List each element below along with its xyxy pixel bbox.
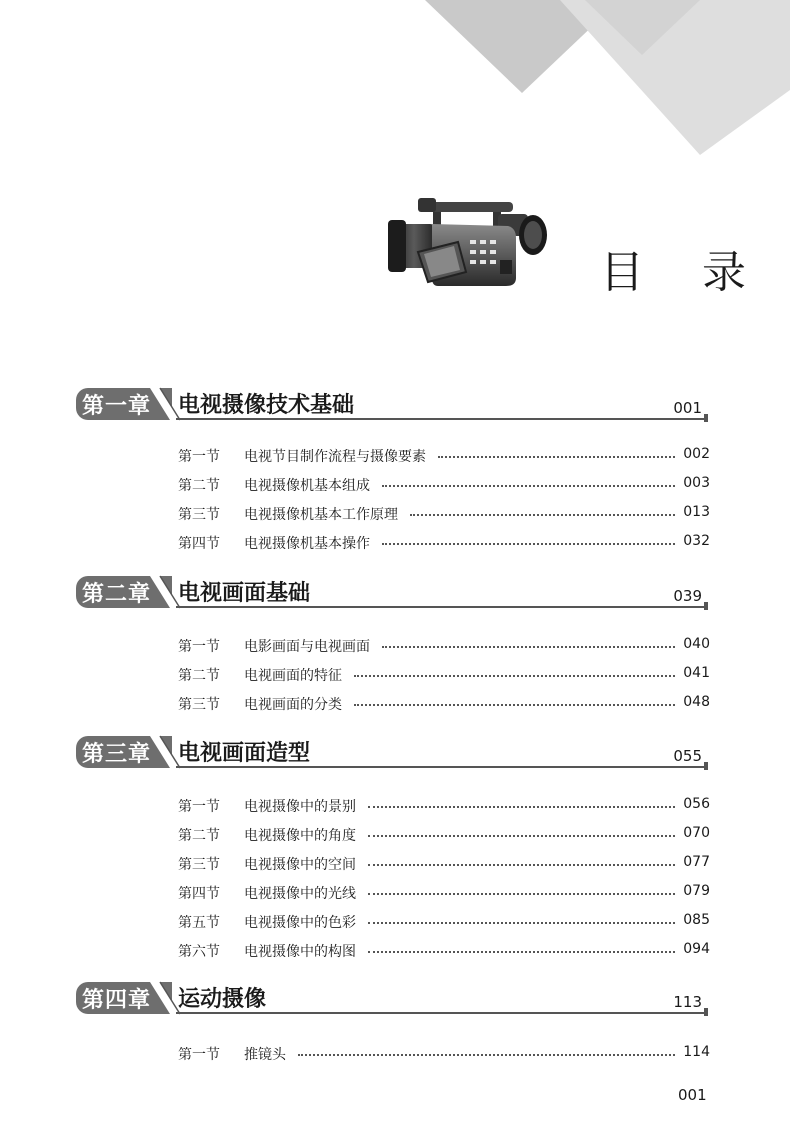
section-title: 电视摄像机基本组成 [244, 478, 370, 494]
chapter-rule-end [704, 414, 708, 422]
chapter-rule-end [704, 1008, 708, 1016]
chapter-label: 第一章 [82, 393, 152, 419]
section-label: 第二节 [178, 668, 220, 684]
section-entry[interactable] [178, 883, 710, 903]
section-page: 085 [683, 912, 710, 928]
video-camera-image [388, 190, 553, 290]
section-title: 电视画面的特征 [244, 668, 342, 684]
dot-leader [368, 951, 675, 953]
chapter-rule [176, 418, 708, 420]
section-label: 第四节 [178, 536, 220, 552]
section-page: 077 [683, 854, 710, 870]
section-title: 电视摄像机基本工作原理 [244, 507, 398, 523]
section-entry[interactable] [178, 796, 710, 816]
section-label: 第三节 [178, 857, 220, 873]
section-label: 第一节 [178, 1047, 220, 1063]
section-title: 电视画面的分类 [244, 697, 342, 713]
section-page: 002 [683, 446, 710, 462]
dot-leader [438, 456, 675, 458]
chapter-title: 电视画面基础 [178, 580, 311, 606]
section-entry[interactable] [178, 665, 710, 685]
section-entry[interactable] [178, 825, 710, 845]
section-entry[interactable] [178, 446, 710, 466]
section-title: 电视摄像机基本操作 [244, 536, 370, 552]
dot-leader [382, 543, 675, 545]
section-label: 第三节 [178, 697, 220, 713]
section-entry[interactable] [178, 854, 710, 874]
chapter-rule-end [704, 762, 708, 770]
section-page: 048 [683, 694, 710, 710]
chapter-divider-shape [150, 386, 180, 422]
section-page: 114 [683, 1044, 710, 1060]
dot-leader [368, 893, 675, 895]
chapter-page: 039 [673, 587, 702, 605]
section-entry[interactable] [178, 941, 710, 961]
chapter-label: 第二章 [82, 581, 152, 607]
section-entry[interactable] [178, 636, 710, 656]
chapter-page: 001 [673, 399, 702, 417]
section-page: 079 [683, 883, 710, 899]
section-page: 013 [683, 504, 710, 520]
chapter-rule [176, 766, 708, 768]
chapter-title: 运动摄像 [178, 986, 267, 1012]
page-title: 目 录 [600, 247, 768, 298]
chapter-rule [176, 606, 708, 608]
dot-leader [368, 864, 675, 866]
chapter-heading[interactable] [76, 734, 708, 776]
section-label: 第五节 [178, 915, 220, 931]
chapter-heading[interactable] [76, 980, 708, 1022]
chapter-page: 055 [673, 747, 702, 765]
section-label: 第一节 [178, 449, 220, 465]
chapter-divider-shape [150, 574, 180, 610]
section-label: 第一节 [178, 799, 220, 815]
section-entry[interactable] [178, 694, 710, 714]
dot-leader [354, 675, 675, 677]
section-label: 第六节 [178, 944, 220, 960]
section-page: 003 [683, 475, 710, 491]
section-title: 电视摄像中的构图 [244, 944, 356, 960]
section-entry[interactable] [178, 1044, 710, 1064]
section-title: 电视摄像中的光线 [244, 886, 356, 902]
chapter-rule-end [704, 602, 708, 610]
section-entry[interactable] [178, 504, 710, 524]
chapter-page: 113 [673, 993, 702, 1011]
decorative-triangles [0, 0, 790, 200]
section-label: 第四节 [178, 886, 220, 902]
dot-leader [382, 485, 675, 487]
chapter-divider-shape [150, 734, 180, 770]
section-title: 电影画面与电视画面 [244, 639, 370, 655]
section-label: 第二节 [178, 478, 220, 494]
section-page: 094 [683, 941, 710, 957]
section-entry[interactable] [178, 912, 710, 932]
section-entry[interactable] [178, 475, 710, 495]
dot-leader [382, 646, 675, 648]
chapter-label: 第三章 [82, 741, 152, 767]
chapter-rule [176, 1012, 708, 1014]
section-title: 电视节目制作流程与摄像要素 [244, 449, 426, 465]
section-page: 041 [683, 665, 710, 681]
chapter-title: 电视画面造型 [178, 740, 311, 766]
dot-leader [298, 1054, 675, 1056]
section-page: 070 [683, 825, 710, 841]
section-label: 第一节 [178, 639, 220, 655]
chapter-divider-shape [150, 980, 180, 1016]
section-label: 第三节 [178, 507, 220, 523]
dot-leader [368, 806, 675, 808]
chapter-heading[interactable] [76, 386, 708, 428]
section-label: 第二节 [178, 828, 220, 844]
dot-leader [354, 704, 675, 706]
dot-leader [368, 835, 675, 837]
section-title: 电视摄像中的角度 [244, 828, 356, 844]
section-entry[interactable] [178, 533, 710, 553]
dot-leader [368, 922, 675, 924]
chapter-label: 第四章 [82, 987, 152, 1013]
dot-leader [410, 514, 675, 516]
section-page: 056 [683, 796, 710, 812]
chapter-title: 电视摄像技术基础 [178, 392, 355, 418]
section-page: 032 [683, 533, 710, 549]
section-title: 电视摄像中的空间 [244, 857, 356, 873]
section-title: 推镜头 [244, 1047, 286, 1063]
section-title: 电视摄像中的景别 [244, 799, 356, 815]
section-title: 电视摄像中的色彩 [244, 915, 356, 931]
page-number: 001 [678, 1086, 707, 1104]
section-page: 040 [683, 636, 710, 652]
chapter-heading[interactable] [76, 574, 708, 616]
